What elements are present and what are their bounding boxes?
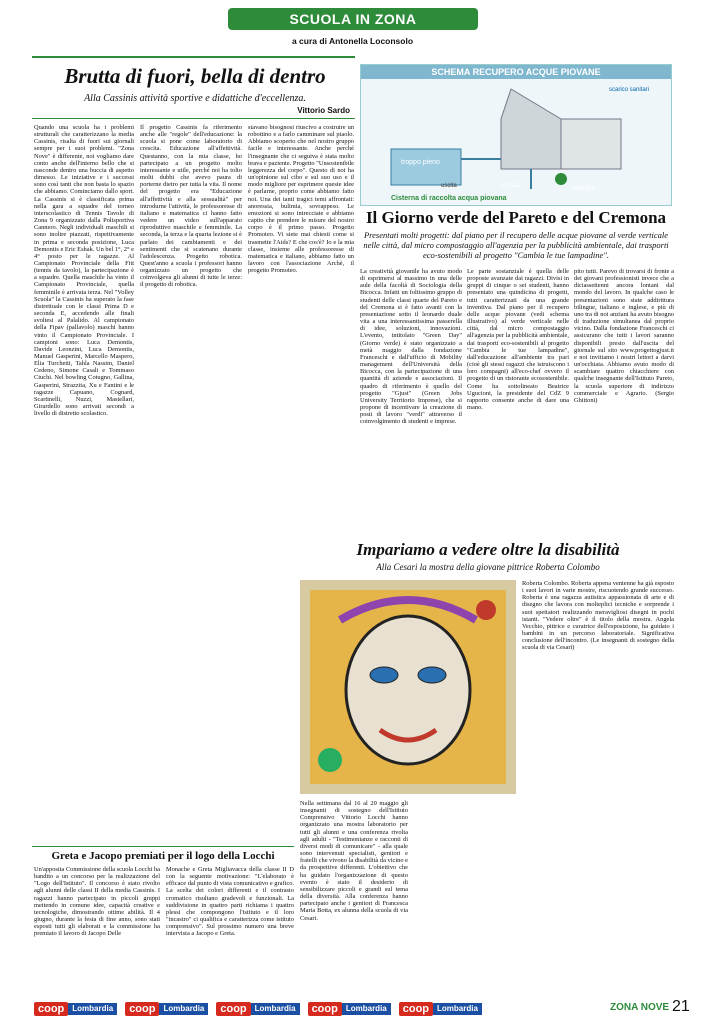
article-subtitle: Presentati molti progetti: dal piano per il recupero delle acque piovane al verde verticale nelle città, dal micro compostaggio all'agenzia per la pubblicità ambientale, dai trasporti eco-sostenibili al progetto "Cambia le tue lampadine". (363, 230, 669, 260)
article-subtitle: Alla Cassinis attività sportive e didattiche d'eccellenza. (84, 93, 306, 104)
article-title: Impariamo a vedere oltre la disabilità (356, 540, 620, 559)
article-text: Roberta Colombo. Roberta appena ventenne ha già esposto i suoi lavori in varie mostre, riscuotendo grande successo. Roberta è una ragazza autistica appassionata di arte e di disegno che lavora con molteplici tecniche e sorprende i suoi spettatori realizzando meravigliosi disegni in pochi istanti. "Vedere oltre" è il titolo della mostra. Angela Vecchio, pittrice e curatrice dell'esposizione, ha guidato i bambini in un percorso laboratoriale. Significativa conclusione dell'incontro. (Le insegnanti di sostegno della scuola di via Cesari) (522, 580, 674, 652)
article-column (166, 866, 294, 990)
coop-logo: coop Lombardia (125, 1002, 208, 1016)
page-footer (0, 998, 705, 1024)
divider (32, 118, 355, 119)
article-column (360, 268, 462, 532)
article-text: La creatività giovanile ha avuto modo di esprimersi al massimo in una delle aule della facoltà di Sociologia della Bicocca. Infatti un foltissimo gruppo di studenti delle classi quarte del Pareto e del Cremona si è fatto avanti con la presentazione sotto il leonardo duale vita a una interessantissima passerella di idee, soluzioni, innovazioni. L'evento, intitolato "Green Day" (Giorno verde) è stato organizzato a metà maggio dalla fondazione Franceschi e dall'ufficio di Mobility management dell'Università della Bicocca, con la partecipazione di una quantità di aziende e associazioni. Il quadro di riferimento è quello del progetto "Gjust" (Green Jobs University Territorio Imprese), che si propone di incentivare la creazione di posti di lavoro "verdi" attraverso il coinvolgimento di studenti e imprese. (360, 268, 462, 426)
section-header-band (228, 8, 478, 30)
article-title: Il Giorno verde del Pareto e del Cremona (365, 208, 667, 227)
diagram-label: entrata (501, 183, 520, 189)
article-column (300, 800, 408, 990)
article-text: Monache e Greta Migliavacca della classe II D con la seguente motivazione: "L'elaborato è efficace dal punto di vista comunicativo e grafico. La scelta dei colori differenti e il contrasto cromatico risultano gradevoli e funzionali. La suddivisione in quattro parti richiama i quattro plessi che compongono l'istituto e il loro "incastro" ci qualifica e caratterizza come istituto comprensivo". Sul prossimo numero una breve intervista a Jacopo e Greta. (166, 866, 294, 938)
page-number: 21 (672, 998, 690, 1015)
article-column (574, 268, 674, 532)
diagram-label: uscita (441, 183, 457, 189)
article-text: Quando una scuola ha i problemi strutturali che caratterizzano la media Cassinis, risalta di fuori sui giornali sempre per i suoi problemi. "Zona Nove" è differente, noi vogliamo dare conto anche dell'interno bello che si nasconde dentro una buccia di aspetto dimesso. Le iniziative e i successi sono così tanti che non basta lo spazio che abbiamo. Cominciamo dallo sport. La Cassinis si è classificata prima nella gara a squadre del torneo interscolastico di Tennis Tavolo di Zona 9 organizzato dalla Polisportiva Cannero. Negli individuali maschili si sono inoltre piazzati, rispettivamente in prima e seconda posizione, Luca Demontis e Eric Eshak. Un bel 1°, 2° e 4° posto per le ragazze. Al Campionato Provinciale della Fitt (tennis da tavolo), la partecipazione è a squadre. Quella maschile ha vinto il Campionato Provinciale, quella femminile è arrivata terza. Nel "Volley Scuola" la Cassinis ha superato la fase distrettuale con le classi Prima D e seconda E, accedendo alle finali svoltesi al Palalido. Al campionato della Fipav (pallavolo) maschi hanno vinto il Campionato Provinciale. I campioni sono: Luca Demontis, Davide Leonzini, Luca Demontis, Manuel Gasperini, Marcello Maspero, Elia Turchetti, Tahla Nassim, Daniel Cedeno, Simone Casali e Tommaso Ciuchi. Nel bowling Cotugno, Gallina, Gasperini, Strazzita, Xu e Fantini e le ragazze Capuano, Cognard, Scartinelli, Nuzzi, Mastellari, Girardello sono arrivati secondi a livello di distretto scolastico. (34, 124, 134, 418)
article-text: pito tutti. Parevo di trovarsi di fronte a dei giovani professionisti invece che a diciassettenni ancora lontani dal mondo del lavoro. In qualche caso le presentazioni sono state addirittura bilingue, italiano e inglese, e più di uno tra di noi anziani ha avuto bisogno di traduzione simultanea dal proprio vicino. Dalla fondazione Franceschi ci assicurano che tutti i lavori saranno disponibili presto dall'uscita del giornale sul sito www.progettogjust.it e noi invitiamo i nostri lettori a darvi un'occhiata. Abbiamo avuto modo di scambiare quattro chiacchiere con qualche insegnante dell'Istituto Pareto, la scuola superiore di indirizzo commerciale e Agrario. (Sergio Ghittoni) (574, 268, 674, 404)
article-column (467, 268, 569, 532)
article-column (522, 580, 674, 990)
article-column (34, 866, 160, 990)
article-title: Brutta di fuori, bella di dentro (64, 64, 326, 88)
coop-logo: coop Lombardia (399, 1002, 482, 1016)
divider (32, 846, 294, 847)
article-author: Vittorio Sardo (297, 106, 350, 115)
coop-logo: coop Lombardia (34, 1002, 117, 1016)
article-text: Il progetto Cassinis fa riferimento anche alle "regole" dell'educazione: la scuola si pone come laboratorio di crescita. Educazione all'affettività. Questanno, con la mia classe, ho partecipato a un progetto molto interessante e utile, perché noi ha tolto molti dubbi che avevo paura di porterne dietro per tutta la vita. Il nome del progetto era "Educazione all'affettività e alla sessualità" per introdurne l'attività, le professoresse di italiano e matematica ci hanno fatto vedere un video sull'apparato riproduttivo maschile e femminile. La seconda, la terza e la quarta lezione si è parlato dei cambiamenti e dei sentimenti che si scatenano durante l'adolescenza. Progetto robotica. Quest'anno a scuola i professori hanno organizzato un progetto che coinvolgeva gli alunni di tutte le terze: il progetto di robotica. (140, 124, 242, 289)
divider (32, 56, 355, 58)
section-title: SCUOLA IN ZONA (289, 11, 417, 27)
article-text: Nella settimana dal 16 al 20 maggio gli insegnanti di sostegno dell'Istituto Comprensivo Vittorio Locchi hanno organizzato una mostra laboratorio per tutti gli alunni e una conferenza rivolta agli adulti - "Testimonianze e racconti di diversi modi di comunicare" - alla quale sono intervenuti specialisti, genitori e fratelli che vivono la disabilità da vicino e da prospettive differenti. L'obiettivo che ha guidato l'organizzazione di questo evento è stato il desiderio di sensibilizzare piccoli e grandi sul tema della diversità. Alla conferenza hanno partecipato anche i genitori di Francesca Maria Botta, ex alunna della scuola di via Cesari. (300, 800, 408, 922)
diagram-caption: Cisterna di raccolta acqua piovana (391, 195, 507, 202)
article-subtitle: Alla Cesari la mostra della giovane pittrice Roberta Colombo (376, 562, 600, 572)
painting-illustration (300, 580, 516, 794)
coop-logo: coop Lombardia (216, 1002, 299, 1016)
coop-logo: coop Lombardia (308, 1002, 391, 1016)
article-text: stavano bisognosi riuscivo a costruire un robottino e a farlo camminare sul piaolo. Abbiamo scoperto che nel nostro gruppo facile e interessante. Anche perché l'insegnante che ci seguiva è stata molto brava e paziente. Progetto "Unsostenibile leggerezza del corpo". Questo di noi ha un'opinione sul cibo e sul suo uso e il modo migliore per esprimere queste idee è parlarne, proprio come abbiamo fatto noi. Una dei tanti tragici temi affrontati: anoressia, bulimia, sovrappeso. Le emozioni si sono intrecciate e abbiamo capito che prendere le misure del nostro corpo è il primo passo. Progetto Promoteo. Vi siete mai chiesti come si trasmette l'Aids? E che cos'è? Io e la mia classe, insieme alle professoresse di matematica e italiano, abbiamo fatto un lavoro con l'associazione Archè, il progetto Promoteo. (248, 124, 354, 275)
editor-credit: a cura di Antonella Loconsolo (291, 36, 414, 46)
article-title: Greta e Jacopo premiati per il logo della Locchi (51, 850, 275, 862)
article-text: Un'apposita Commissione della scuola Locchi ha bandito a un concorso per la realizzazione del "Logo dell'Istituto". Il concorso è stato rivolto agli alunni delle classi II della media Cassinis. I ragazzi hanno partecipato in piccoli gruppi mettendo in comune idee, capacità creative e tecnologiche, dimostrando ottime abilità. Il 4 giugno, durante la festa di fine anno, sono stati esposti tutti gli elaborati e la commissione ha premiato il lavoro di Jacopo Delle (34, 866, 160, 938)
diagram-title: SCHEMA RECUPERO ACQUE PIOVANE (361, 65, 671, 79)
diagram-label: troppo pieno (401, 159, 440, 166)
rainwater-diagram (360, 64, 672, 206)
article-column (140, 124, 242, 564)
painting-photo (300, 580, 516, 794)
diagram-label: pompa (573, 185, 595, 192)
diagram-label: scarico sanitari (609, 87, 650, 93)
article-text: Le parte sostanziale è quella delle proposte avanzate dai ragazzi. Divisi in gruppi di cinque o sei studenti, hanno presentato una quindicina di progetti, tutti caratterizzati da una grande inventiva. Dal piano per il recupero delle acque piovane (vedi schema illustrativo) al verde verticale nelle città, dal micro compostaggio all'agenzia per la pubblicità ambientale, dai trasporti eco-sostenibili al progetto "Cambia le tue lampadine", dall'educazione all'ambiente tra pari (cioè gli stessi ragazzi che istruiscono i loro compagni) all'eco-chef ovvero il progetto di un ristorante ecosostenibile. Come ha sottolineato Beatrice Ugucioni, la presidente del CdZ 9 rapporto consente anche di dare una mano. (467, 268, 569, 411)
brand-logo: ZONA NOVE (610, 1002, 670, 1013)
